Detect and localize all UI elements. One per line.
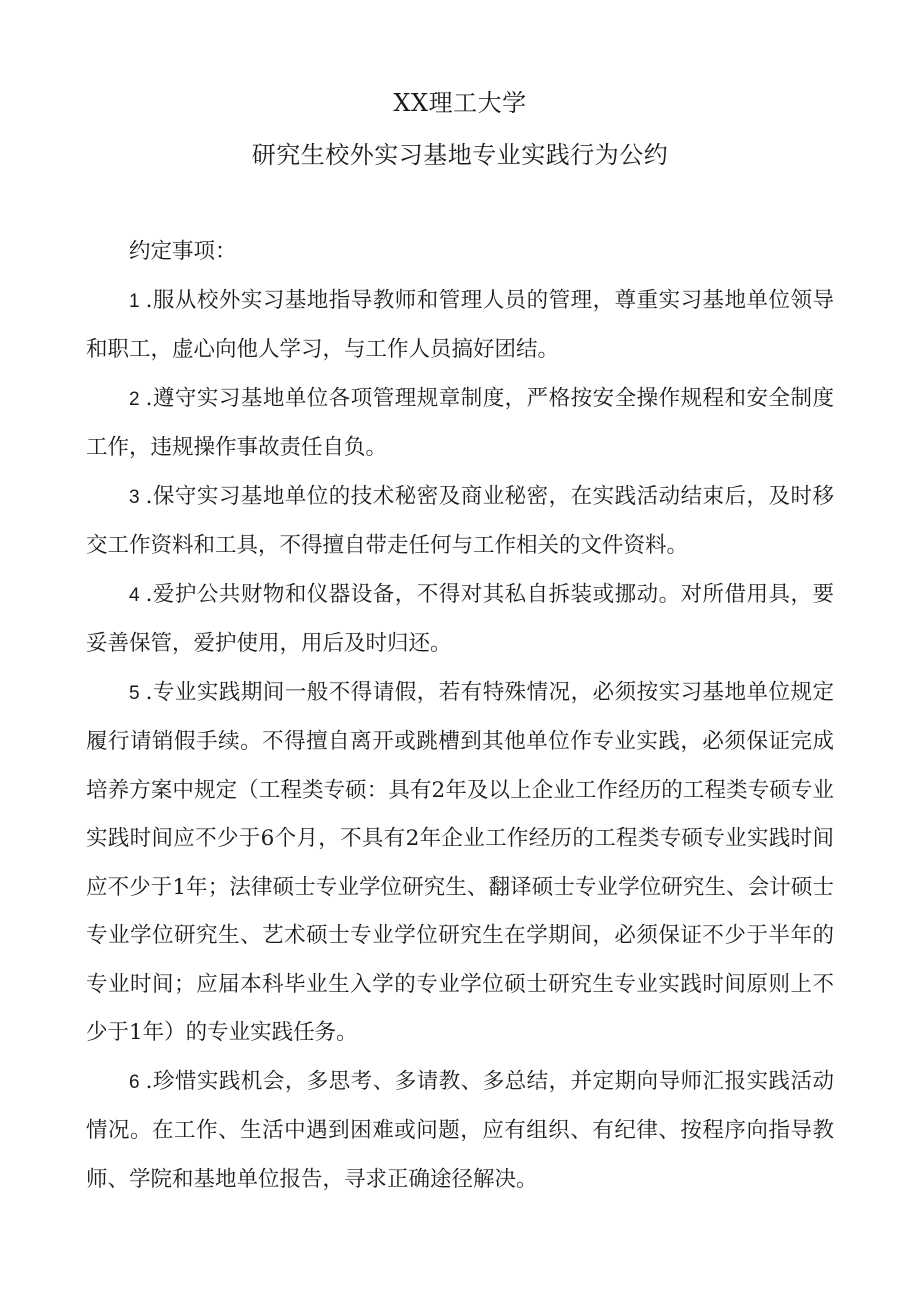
clause-number: 3 [129,486,140,508]
clause-number: 2 [129,388,140,410]
clause-text: .专业实践期间一般不得请假，若有特殊情况，必须按实习基地单位规定履行请销假手续。不得擅自离开或跳槽到其他单位作专业实践，必须保证完成培养方案中规定（工程类专硕：具有2年及以上企业工作经历的工程类专硕专业实践时间应不少于6个月，不具有2年企业工作经历的工程类专硕专业实践时间应不少于1年；法律硕士专业学位研究生、翻译硕士专业学位研究生、会计硕士专业学位研究生、艺术硕士专业学位研究生在学期间，必须保证不少于半年的专业时间；应届本科毕业生入学的专业学位硕士研究生专业实践时间原则上不少于1年）的专业实践任务。 [86,679,834,1045]
clause-6 [86,1058,834,1205]
clause-text: .珍惜实践机会，多思考、多请教、多总结，并定期向导师汇报实践活动情况。在工作、生活中遇到困难或问题，应有组织、有纪律、按程序向指导教师、学院和基地单位报告，寻求正确途径解决。 [86,1068,834,1192]
clause-number: 6 [129,1071,140,1093]
clause-1 [86,277,834,375]
clause-text: .爱护公共财物和仪器设备，不得对其私自拆装或挪动。对所借用具，要妥善保管，爱护使用，用后及时归还。 [86,581,834,656]
clause-3 [86,473,834,571]
clause-number: 1 [129,290,140,312]
clause-4 [86,571,834,669]
document-body [86,228,834,1204]
clause-5 [86,669,834,1058]
university-title: XX理工大学 [393,89,527,117]
intro-line: 约定事项： [129,239,237,264]
clause-text: .遵守实习基地单位各项管理规章制度，严格按安全操作规程和安全制度工作，违规操作事故责任自负。 [86,385,834,460]
clause-2 [86,375,834,473]
clause-number: 5 [129,682,140,704]
clause-number: 4 [129,584,140,606]
clause-text: .保守实习基地单位的技术秘密及商业秘密，在实践活动结束后，及时移交工作资料和工具，不得擅自带走任何与工作相关的文件资料。 [86,483,834,558]
clause-text: .服从校外实习基地指导教师和管理人员的管理，尊重实习基地单位领导和职工，虚心向他人学习，与工作人员搞好团结。 [86,287,834,362]
document-title: 研究生校外实习基地专业实践行为公约 [251,141,669,169]
